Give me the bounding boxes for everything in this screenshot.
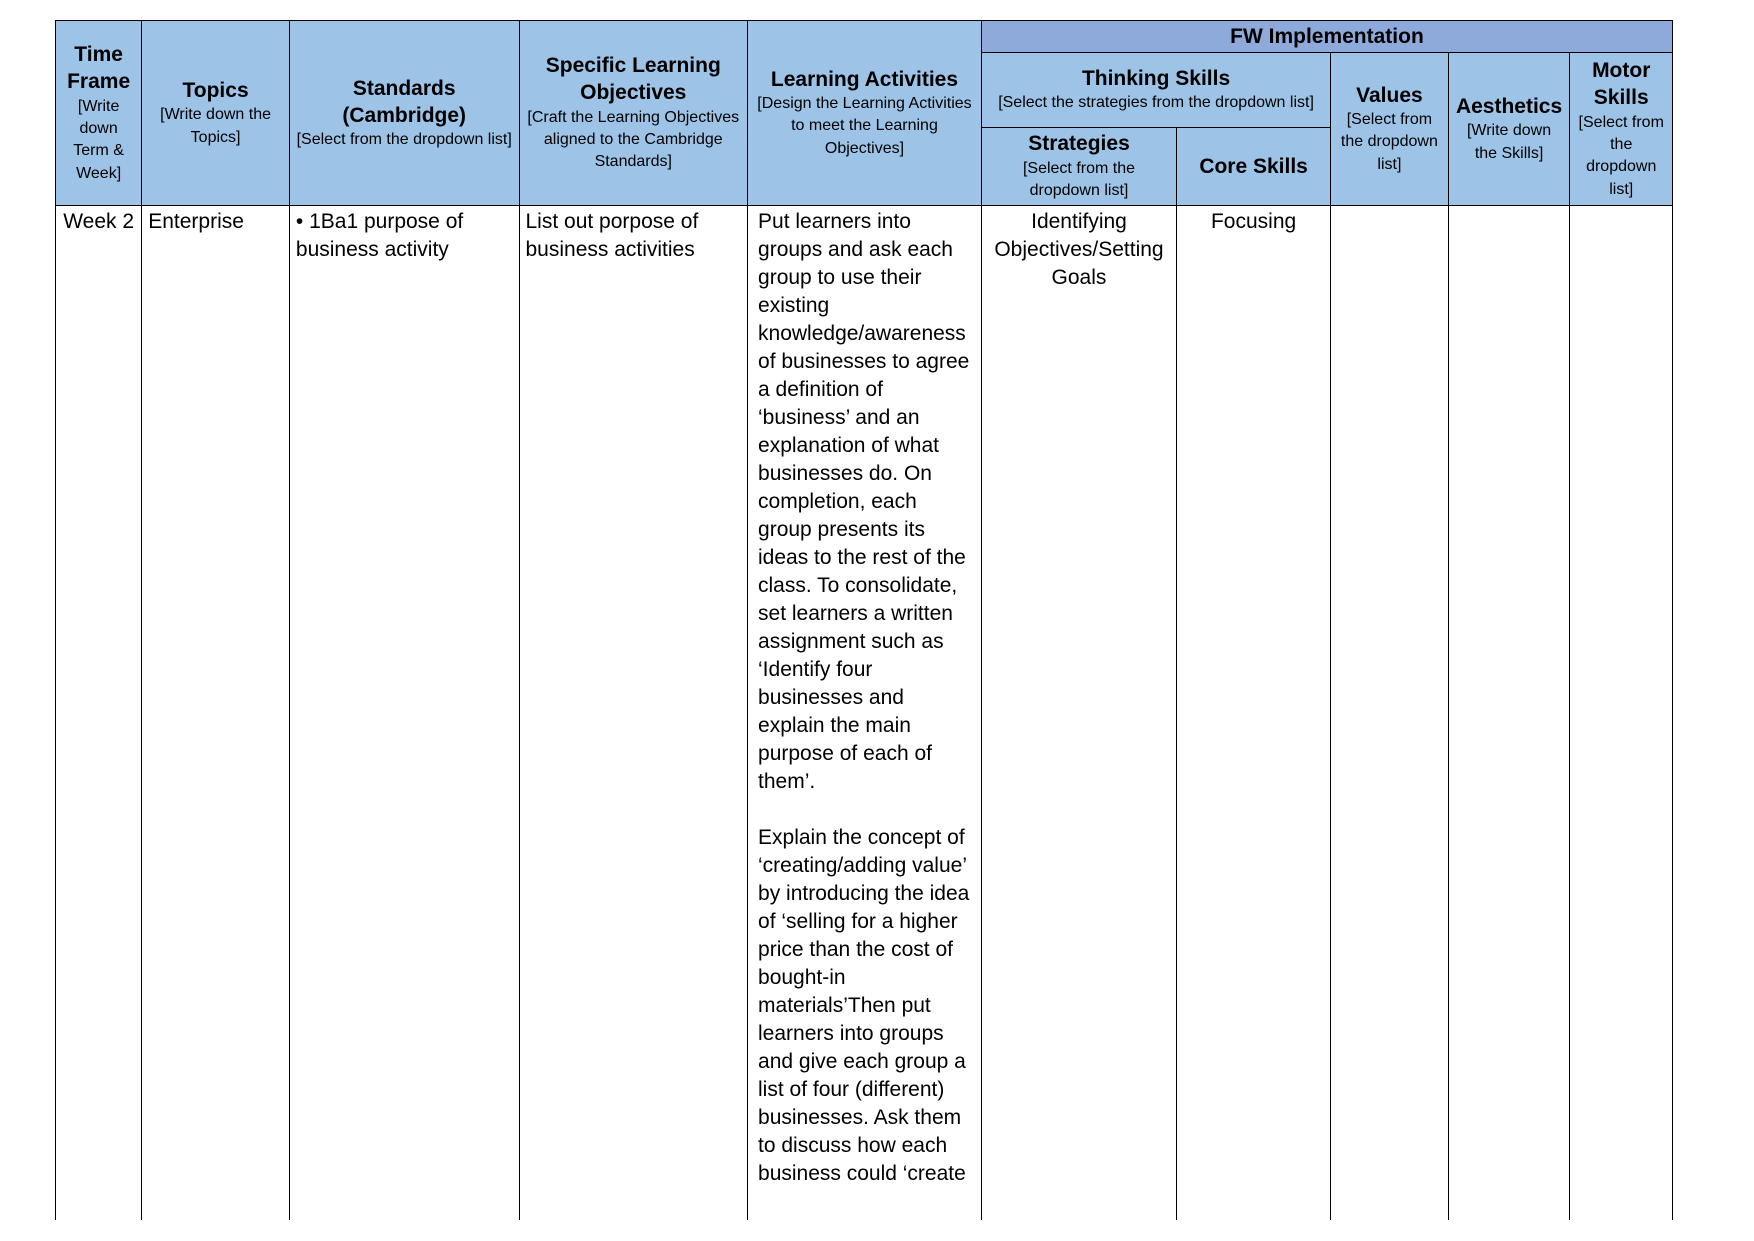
header-aesthetics-title: Aesthetics	[1455, 94, 1563, 118]
cell-activities[interactable]	[748, 206, 982, 1221]
cell-standard[interactable]: • 1Ba1 purpose of business activity	[289, 206, 519, 1221]
activity-paragraph: Put learners into groups and ask each group to use their existing knowledge/awareness of businesses to agree a definition of ‘business’ and an explanation of what businesses do. On completion, each group presents its ideas to the rest of the class. To consolidate, set learners a written assignment such as ‘Identify four businesses and explain the main purpose of each of them’.	[758, 210, 970, 793]
header-activities	[748, 21, 982, 206]
header-values	[1331, 53, 1448, 206]
header-core-skills	[1177, 128, 1331, 206]
header-aesthetics-hint: [Write down the Skills]	[1466, 122, 1552, 162]
header-activities-title: Learning Activities	[770, 67, 959, 91]
header-strategies	[981, 128, 1176, 206]
header-activities-hint: [Design the Learning Activities to meet the Learning Objectives]	[757, 95, 972, 157]
header-standards-title: Standards (Cambridge)	[342, 76, 467, 127]
cell-core-skill[interactable]: Focusing	[1177, 206, 1331, 1221]
header-topics-hint: [Write down the Topics]	[160, 106, 271, 146]
header-motor-skills-title: Motor Skills	[1592, 58, 1651, 110]
header-topics-title: Topics	[182, 78, 249, 102]
header-core-skills-title: Core Skills	[1199, 154, 1308, 178]
header-standards	[289, 21, 519, 206]
activity-paragraph: Explain the concept of ‘creating/adding value’ by introducing the idea of ‘selling for a higher price than the cost of bought-in materials’Then put learners into groups and give each group a list of four (different) businesses. Ask them to discuss how each business could ‘create	[758, 826, 970, 1185]
header-time-frame-hint: [Write down Term & Week]	[73, 97, 124, 182]
cell-topic[interactable]: Enterprise	[142, 206, 290, 1221]
header-thinking-skills-title: Thinking Skills	[1081, 67, 1231, 91]
cell-time-frame[interactable]: Week 2	[56, 206, 142, 1221]
activities-text	[748, 206, 981, 1220]
cell-objective[interactable]: List out porpose of business activities	[519, 206, 748, 1221]
header-thinking-skills	[981, 53, 1330, 128]
header-strategies-title: Strategies	[1028, 132, 1130, 156]
header-time-frame-title: Time Frame	[67, 42, 131, 94]
header-objectives-hint: [Craft the Learning Objectives aligned to the Cambridge Standards]	[527, 108, 740, 171]
header-strategies-hint: [Select from the dropdown list]	[1022, 159, 1135, 200]
header-thinking-skills-hint: [Select the strategies from the dropdown list]	[998, 94, 1314, 112]
header-topics	[142, 21, 290, 206]
header-objectives	[519, 21, 748, 206]
lesson-plan-sheet	[55, 20, 1673, 1220]
header-fw-implementation-title: FW Implementation	[1230, 24, 1424, 48]
header-values-title: Values	[1356, 83, 1423, 107]
header-time-frame	[56, 21, 142, 206]
header-aesthetics	[1448, 53, 1570, 206]
header-values-hint: [Select from the dropdown list]	[1340, 111, 1438, 173]
cell-strategy[interactable]: Identifying Objectives/Setting Goals	[981, 206, 1176, 1221]
header-fw-implementation	[981, 21, 1672, 53]
cell-motor-skills[interactable]	[1570, 206, 1673, 1221]
header-motor-skills	[1570, 53, 1673, 206]
lesson-plan-table	[55, 20, 1673, 1220]
header-motor-skills-hint: [Select from the dropdown list]	[1578, 113, 1664, 198]
table-row	[56, 206, 1673, 1221]
header-objectives-title: Specific Learning Objectives	[545, 54, 721, 105]
cell-values[interactable]	[1331, 206, 1448, 1221]
header-standards-hint: [Select from the dropdown list]	[296, 131, 512, 149]
cell-aesthetics[interactable]	[1448, 206, 1570, 1221]
